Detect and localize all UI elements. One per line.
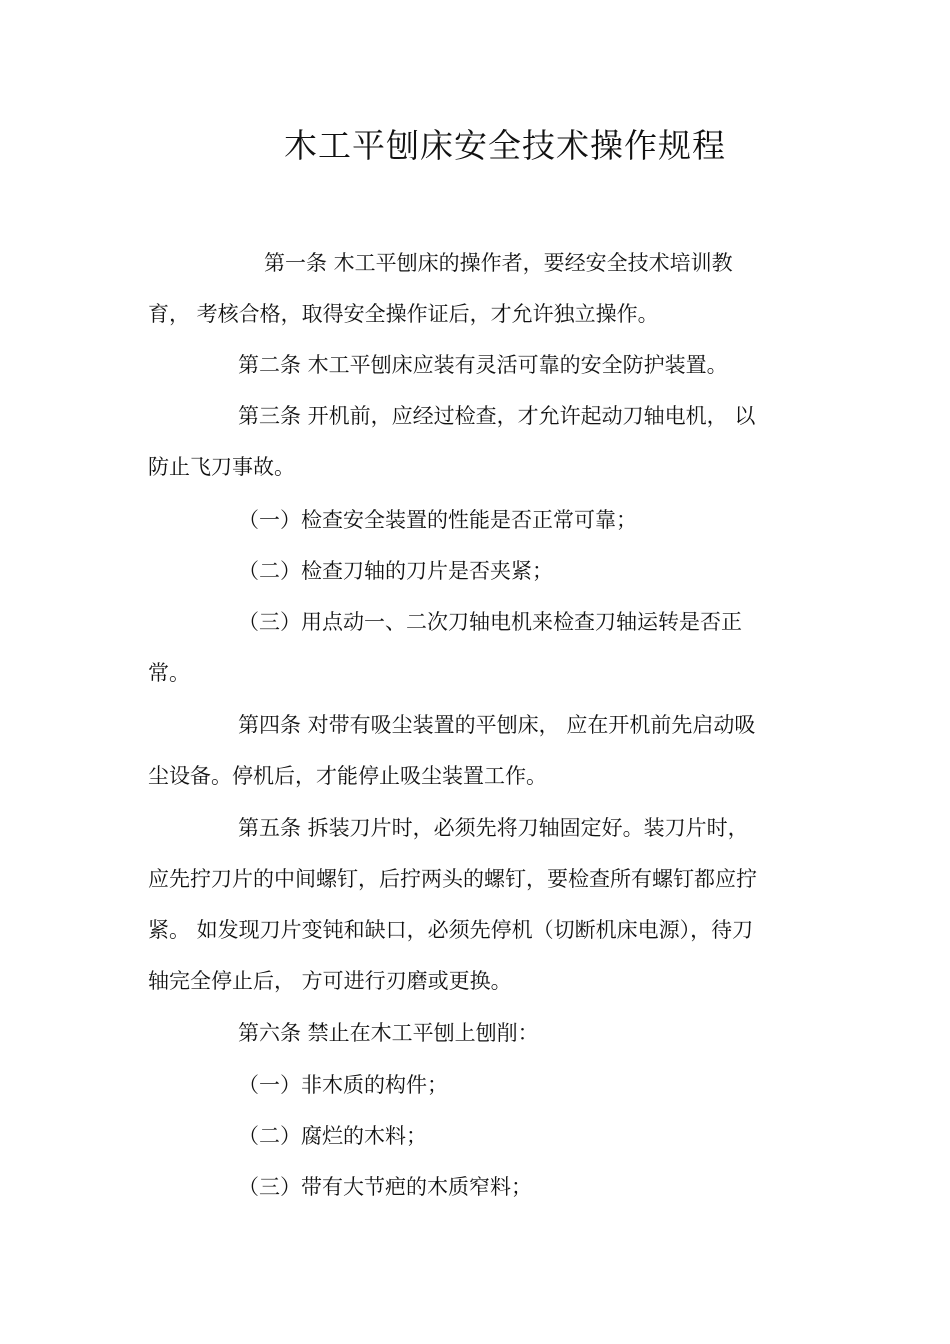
article-5-line-1: 第五条 拆装刀片时，必须先将刀轴固定好。装刀片时，: [238, 816, 749, 840]
article-3-item-3-line-2: 常。: [148, 661, 190, 685]
article-1-line-2: 育， 考核合格，取得安全操作证后，才允许独立操作。: [148, 302, 659, 326]
article-3-line-1: 第三条 开机前，应经过检查，才允许起动刀轴电机， 以: [238, 404, 756, 428]
article-5-line-4: 轴完全停止后， 方可进行刃磨或更换。: [148, 969, 512, 993]
article-3-item-3-line-1: （三）用点动一、二次刀轴电机来检查刀轴运转是否正: [238, 610, 742, 634]
article-6-item-2: （二）腐烂的木料；: [238, 1124, 427, 1148]
article-3-item-1: （一）检查安全装置的性能是否正常可靠；: [238, 508, 637, 532]
article-3-item-2: （二）检查刀轴的刀片是否夹紧；: [238, 559, 553, 583]
article-1-line-1: 第一条 木工平刨床的操作者，要经安全技术培训教: [264, 251, 733, 275]
article-3-line-2: 防止飞刀事故。: [148, 455, 295, 479]
article-6-item-1: （一）非木质的构件；: [238, 1073, 448, 1097]
article-5-line-2: 应先拧刀片的中间螺钉，后拧两头的螺钉，要检查所有螺钉都应拧: [148, 867, 757, 891]
article-4-line-2: 尘设备。停机后，才能停止吸尘装置工作。: [148, 764, 547, 788]
article-6-line-1: 第六条 禁止在木工平刨上刨削：: [238, 1021, 539, 1045]
article-2-line-1: 第二条 木工平刨床应装有灵活可靠的安全防护装置。: [238, 353, 728, 377]
document-title: 木工平刨床安全技术操作规程: [284, 126, 726, 165]
article-6-item-3: （三）带有大节疤的木质窄料；: [238, 1175, 532, 1199]
article-5-line-3: 紧。 如发现刀片变钝和缺口，必须先停机（切断机床电源），待刀: [148, 918, 754, 942]
article-4-line-1: 第四条 对带有吸尘装置的平刨床， 应在开机前先启动吸: [238, 713, 756, 737]
